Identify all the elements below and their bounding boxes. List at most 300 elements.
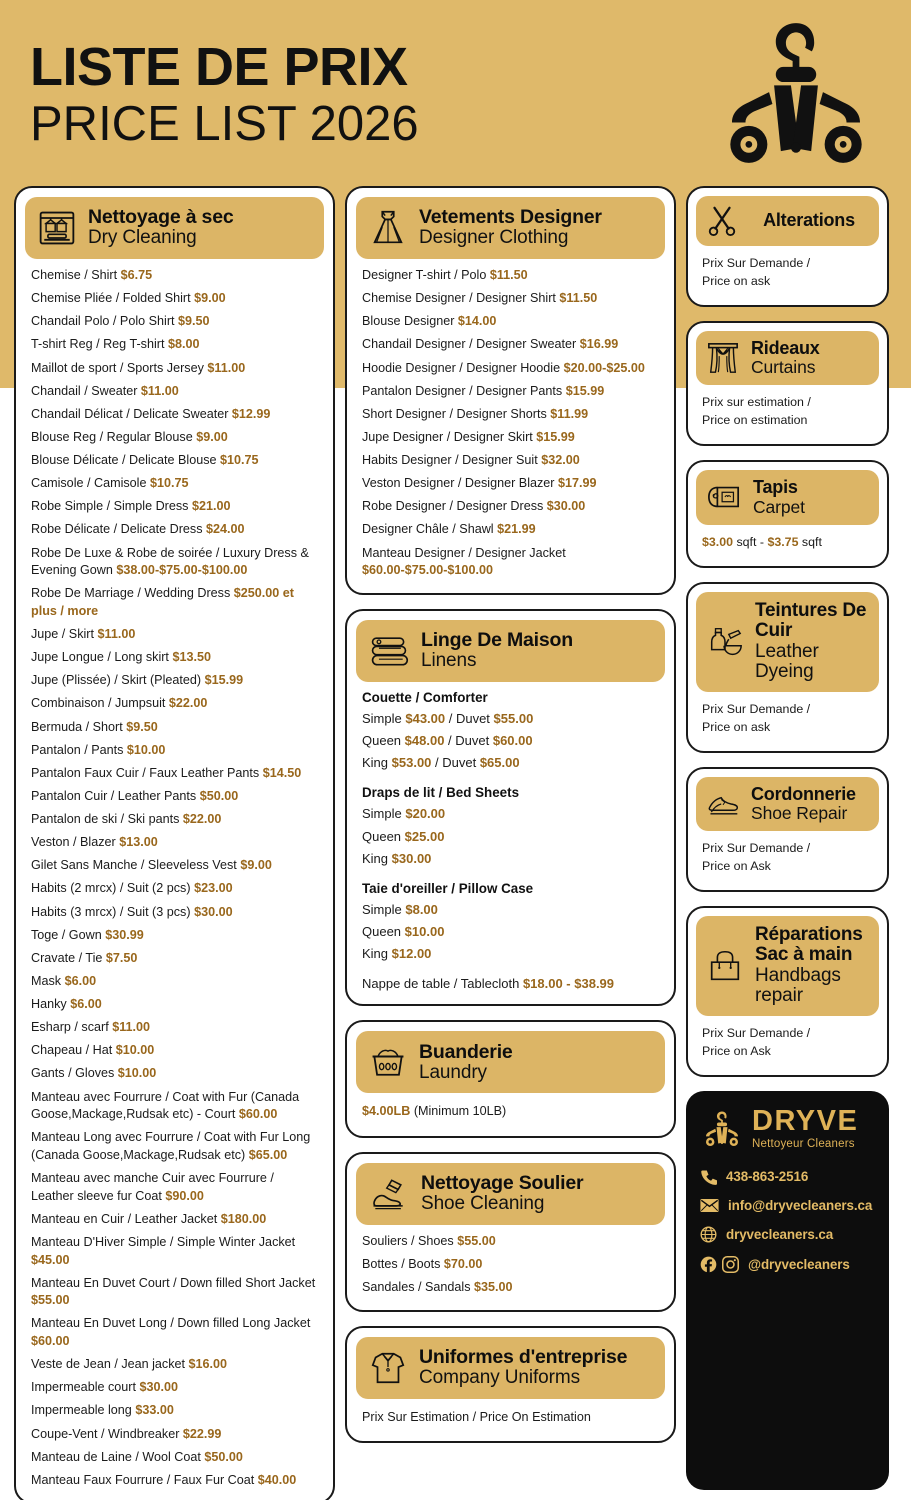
instagram-icon[interactable] (722, 1256, 739, 1273)
item-price: $32.00 (541, 453, 580, 467)
page-title-fr: LISTE DE PRIX (30, 37, 408, 98)
contact-phone: 438-863-2516 (726, 1169, 809, 1185)
carpet-unit-low: sqft - (733, 534, 768, 549)
card-title-curtains (751, 339, 820, 377)
linen-price-row (362, 732, 661, 750)
note-line-1: Prix sur estimation / (702, 395, 811, 410)
note-line-2: Price on estimation (702, 413, 808, 428)
item-label: Manteau en Cuir / Leather Jacket (31, 1211, 221, 1226)
item-price: $23.00 (194, 881, 233, 896)
item-label: Souliers / Shoes (362, 1233, 458, 1248)
note-line-1: Prix Sur Demande / (702, 256, 811, 270)
item-price: $13.00 (119, 835, 158, 850)
item-label: Maillot de sport / Sports Jersey (31, 360, 208, 375)
size-price: $25.00 (404, 828, 445, 844)
item-label: Habits (3 mrcx) / Suit (3 pcs) (31, 904, 195, 919)
card-title-linens (421, 630, 573, 672)
price-item-row (31, 383, 320, 401)
item-price: $6.00 (64, 973, 97, 988)
card-leather-dyeing (686, 582, 889, 753)
duvet-label: / Duvet (431, 755, 480, 771)
duvet-price: $65.00 (479, 755, 520, 771)
size-label: Queen (362, 732, 405, 748)
price-item-row (31, 475, 320, 493)
note-line-1: Prix Sur Demande / (702, 1025, 811, 1040)
title-en: Laundry (419, 1061, 487, 1083)
contact-card (686, 1091, 889, 1490)
price-item-row (31, 626, 320, 644)
contact-website-row[interactable] (700, 1226, 875, 1243)
linen-group-title: Draps de lit / Bed Sheets (362, 785, 520, 801)
price-item-row (31, 313, 320, 331)
item-price: $65.00 (248, 1147, 288, 1162)
size-price: $8.00 (405, 901, 438, 917)
price-item-row (31, 498, 320, 516)
facebook-icon[interactable] (700, 1256, 717, 1273)
item-label: Chapeau / Hat (31, 1043, 116, 1058)
title-fr: Uniformes d'entreprise (419, 1345, 628, 1368)
contact-email: info@dryvecleaners.ca (728, 1198, 873, 1214)
duvet-price: $60.00 (492, 732, 533, 748)
card-title-shoe-repair (751, 785, 856, 823)
title-en: Handbags repair (755, 964, 841, 1007)
item-label: Habits Designer / Designer Suit (362, 453, 542, 467)
item-label: Short Designer / Designer Shorts (362, 406, 551, 421)
item-label: Chandail Polo / Polo Shirt (31, 314, 179, 329)
item-price: $9.00 (196, 429, 228, 444)
item-label: Chemise Pliée / Folded Shirt (31, 291, 195, 306)
item-price: $15.99 (565, 383, 605, 398)
card-header-dry-cleaning (25, 197, 324, 259)
card-title-handbags (755, 925, 869, 1007)
item-label: Esharp / scarf (31, 1020, 113, 1035)
item-price: $30.00 (546, 499, 586, 514)
price-item-row (31, 834, 320, 852)
item-price: $60.00 (238, 1107, 278, 1122)
price-item-row (31, 996, 320, 1014)
price-item-row (31, 1315, 320, 1350)
item-price: $60.00-$75.00-$100.00 (362, 563, 493, 578)
price-item-row (362, 1256, 661, 1274)
page-title-en: PRICE LIST 2026 (30, 97, 419, 152)
card-shoe-repair (686, 767, 889, 892)
title-fr: Tapis (753, 477, 798, 498)
price-item-row (362, 545, 661, 580)
item-price: $38.00-$75.00-$100.00 (116, 563, 248, 578)
price-item-row (362, 521, 661, 539)
item-price: $12.99 (231, 406, 271, 421)
item-label: Chemise / Shirt (31, 268, 121, 282)
item-label: Robe Designer / Designer Dress (362, 499, 547, 514)
uniforms-note: Prix Sur Estimation / Price On Estimation (362, 1409, 591, 1424)
brand-name: DRYVE (752, 1104, 859, 1137)
dress-icon (368, 207, 408, 249)
size-label: Simple (362, 806, 406, 822)
item-price: $21.99 (497, 522, 536, 537)
linen-price-row (362, 805, 661, 823)
item-price: $24.00 (205, 522, 245, 537)
item-price: $11.00 (207, 360, 246, 375)
item-label: Gants / Gloves (31, 1066, 118, 1081)
item-label: Pantalon de ski / Ski pants (31, 812, 183, 826)
price-item-row (31, 521, 320, 539)
price-item-row (362, 452, 661, 470)
card-title-alterations (749, 211, 869, 230)
item-price: $10.75 (220, 453, 259, 467)
card-title-shoe-cleaning (421, 1173, 583, 1215)
title-fr: Alterations (763, 210, 855, 231)
item-label: Chemise Designer / Designer Shirt (362, 291, 560, 306)
item-label: Manteau Faux Fourrure / Faux Fur Coat (31, 1472, 258, 1487)
size-price: $53.00 (391, 755, 432, 771)
carpet-roll-icon (706, 480, 742, 514)
size-price: $10.00 (404, 924, 445, 940)
shoe-repair-note (696, 831, 879, 882)
item-price: $45.00 (31, 1252, 70, 1267)
price-item-row (31, 857, 320, 875)
item-label: Robe De Marriage / Wedding Dress (31, 586, 234, 601)
item-price: $30.00 (194, 904, 233, 919)
curtains-note (696, 385, 879, 436)
linen-price-row (362, 828, 661, 846)
item-price: $11.50 (489, 268, 528, 282)
size-label: Queen (362, 828, 405, 844)
item-price: $20.00-$25.00 (563, 360, 645, 375)
card-laundry (345, 1020, 676, 1137)
item-price: $14.50 (262, 765, 302, 780)
dress-shoes-icon (706, 789, 740, 819)
title-fr: Nettoyage Soulier (421, 1171, 584, 1194)
card-header-laundry (356, 1031, 665, 1093)
linens-content (356, 682, 665, 996)
item-price: $9.50 (178, 314, 210, 329)
brand-tagline: Nettoyeur Cleaners (752, 1137, 855, 1150)
item-label: Hanky (31, 997, 71, 1011)
item-label: Veste de Jean / Jean jacket (31, 1357, 189, 1372)
social-icon-group (700, 1256, 739, 1273)
title-en: Company Uniforms (419, 1366, 581, 1388)
folded-towels-icon (368, 632, 410, 670)
item-price: $9.50 (126, 719, 158, 734)
item-label: Blouse Reg / Regular Blouse (31, 429, 197, 444)
price-item-row (362, 1279, 661, 1297)
title-fr: Linge De Maison (421, 628, 573, 651)
item-label: Pantalon Designer / Designer Pants (362, 383, 566, 398)
price-item-row (31, 649, 320, 667)
item-label: Manteau Designer / Designer Jacket (362, 545, 566, 560)
price-item-row (31, 1234, 320, 1269)
price-item-row (362, 290, 661, 308)
note-line-2: Price on ask (702, 273, 771, 288)
carpet-unit-high: sqft (798, 534, 822, 549)
linen-price-row (362, 754, 661, 772)
title-en: Curtains (751, 357, 816, 378)
item-price: $9.00 (194, 291, 226, 306)
carpet-price-note (696, 525, 879, 558)
handbags-note (696, 1016, 879, 1067)
price-item-row (31, 1211, 320, 1229)
title-fr: Nettoyage à sec (88, 206, 234, 229)
price-item-row (31, 406, 320, 424)
column-middle (345, 186, 676, 1490)
item-label: T-shirt Reg / Reg T-shirt (31, 337, 168, 352)
price-item-row (31, 904, 320, 922)
item-price: $55.00 (457, 1233, 496, 1248)
card-handbags (686, 906, 889, 1077)
polo-shirt-icon (368, 1348, 408, 1388)
contact-email-row[interactable] (700, 1198, 875, 1213)
item-price: $11.99 (550, 406, 589, 421)
card-header-leather-dyeing (696, 592, 879, 692)
curtains-icon (706, 340, 740, 376)
item-label: Veston Designer / Designer Blazer (362, 476, 559, 491)
item-label: Manteau D'Hiver Simple / Simple Winter Jacket (31, 1234, 296, 1249)
title-en: Shoe Repair (751, 802, 848, 823)
price-item-row (362, 360, 661, 378)
note-line-2: Price on ask (702, 719, 771, 734)
price-item-row (31, 1129, 320, 1164)
size-price: $30.00 (391, 850, 432, 866)
item-price: $22.00 (168, 696, 208, 711)
linen-group (362, 881, 661, 964)
item-price: $33.00 (135, 1403, 174, 1418)
item-price: $17.99 (558, 476, 597, 491)
shoe-brush-icon (368, 1175, 410, 1213)
item-label: Veston / Blazer (31, 835, 120, 850)
item-price: $10.00 (126, 742, 166, 757)
item-price: $90.00 (165, 1188, 204, 1203)
size-price: $48.00 (404, 732, 445, 748)
price-item-row (31, 695, 320, 713)
header-titles (30, 34, 419, 152)
tablecloth-label: Nappe de table / Tablecloth (362, 976, 523, 992)
shoe-cleaning-item-list (356, 1225, 665, 1301)
price-item-row (362, 1233, 661, 1251)
tablecloth-row (362, 976, 661, 991)
size-label: Simple (362, 710, 406, 726)
card-shoe-cleaning (345, 1152, 676, 1312)
item-label: Jupe (Plissée) / Skirt (Pleated) (31, 673, 205, 688)
item-label: Manteau En Duvet Court / Down filled Short Jacket (31, 1275, 316, 1290)
item-label: Habits (2 mrcx) / Suit (2 pcs) (31, 881, 195, 896)
content-columns (0, 186, 911, 1500)
duvet-price: $55.00 (493, 710, 534, 726)
item-price: $55.00 (31, 1293, 70, 1308)
item-label: Blouse Délicate / Delicate Blouse (31, 453, 221, 467)
note-line-1: Prix Sur Demande / (702, 701, 811, 716)
title-fr: Cordonnerie (751, 783, 856, 804)
item-price: $6.00 (70, 997, 102, 1011)
price-item-row (31, 360, 320, 378)
price-item-row (31, 1449, 320, 1467)
size-label: King (362, 850, 392, 866)
item-price: $15.99 (536, 429, 575, 444)
price-item-row (362, 267, 661, 285)
item-label: Blouse Designer (362, 314, 458, 329)
item-price: $21.00 (191, 499, 231, 514)
card-header-designer (356, 197, 665, 259)
title-fr: Rideaux (751, 337, 820, 358)
item-price: $10.00 (115, 1043, 155, 1058)
card-header-handbags (696, 916, 879, 1016)
title-en: Leather Dyeing (755, 640, 819, 683)
note-line-2: Price on Ask (702, 858, 771, 873)
item-label: Impermeable court (31, 1380, 140, 1395)
price-item-row (31, 927, 320, 945)
note-line-2: Price on Ask (702, 1043, 771, 1058)
title-fr: Réparations Sac à main (755, 923, 863, 966)
card-header-curtains (696, 331, 879, 385)
item-price: $10.75 (149, 476, 189, 491)
item-price: $11.00 (112, 1020, 151, 1035)
contact-social: @dryvecleaners (748, 1257, 850, 1273)
item-price: $8.00 (167, 337, 200, 352)
note-line-1: Prix Sur Demande / (702, 840, 811, 855)
item-price: $50.00 (199, 788, 239, 803)
leather-dyeing-note (696, 692, 879, 743)
item-label: Robe Délicate / Delicate Dress (31, 522, 206, 537)
item-label: Manteau avec manche Cuir avec Fourrure / Leather sleeve fur Coat (31, 1171, 274, 1203)
price-item-row (362, 406, 661, 424)
card-header-uniforms (356, 1337, 665, 1399)
price-item-row (31, 811, 320, 829)
tablecloth-price: $18.00 - $38.99 (522, 976, 615, 992)
price-item-row (31, 1275, 320, 1310)
card-title-carpet (753, 478, 805, 516)
contact-website: dryvecleaners.ca (726, 1227, 834, 1243)
column-left (14, 186, 335, 1490)
linen-price-row (362, 923, 661, 941)
card-header-shoe-cleaning (356, 1163, 665, 1225)
item-price: $35.00 (474, 1279, 513, 1294)
price-item-row (362, 475, 661, 493)
dry-cleaning-item-list (25, 259, 324, 1493)
column-right (686, 186, 889, 1490)
designer-item-list (356, 259, 665, 584)
item-label: Hoodie Designer / Designer Hoodie (362, 360, 564, 375)
card-header-linens (356, 620, 665, 682)
linen-group-title: Taie d'oreiller / Pillow Case (362, 880, 534, 896)
laundry-minimum: (Minimum 10LB) (413, 1104, 507, 1119)
price-item-row (31, 267, 320, 285)
item-label: Mask (31, 973, 65, 988)
brand-row (700, 1104, 875, 1151)
contact-social-row[interactable] (700, 1256, 875, 1273)
price-item-row (31, 1042, 320, 1060)
item-label: Sandales / Sandals (362, 1279, 475, 1294)
carpet-price-high: $3.75 (767, 534, 799, 549)
item-label: Camisole / Camisole (31, 476, 150, 491)
card-header-alterations (696, 196, 879, 246)
price-item-row (362, 313, 661, 331)
price-item-row (31, 1356, 320, 1374)
item-price: $6.75 (120, 268, 153, 282)
price-item-row (31, 672, 320, 690)
item-label: Designer T-shirt / Polo (362, 268, 490, 282)
price-item-row (31, 1402, 320, 1420)
item-label: Robe De Luxe & Robe de soirée / Luxury Dress & Evening Gown (31, 545, 309, 578)
item-price: $10.00 (117, 1066, 157, 1081)
item-price: $14.00 (457, 314, 497, 329)
item-label: Chandail Designer / Designer Sweater (362, 337, 580, 352)
handbag-icon (706, 947, 744, 985)
title-fr: Teintures De Cuir (755, 599, 867, 642)
item-price: $16.00 (188, 1357, 228, 1372)
linen-price-row (362, 945, 661, 963)
contact-phone-row[interactable] (700, 1168, 875, 1185)
price-item-row (31, 950, 320, 968)
size-label: Simple (362, 901, 406, 917)
price-item-row (31, 719, 320, 737)
item-price: $40.00 (257, 1472, 297, 1487)
item-price: $30.00 (139, 1380, 179, 1395)
item-label: Chandail Délicat / Delicate Sweater (31, 406, 232, 421)
linen-price-row (362, 710, 661, 728)
card-header-carpet (696, 470, 879, 524)
item-price: $30.99 (105, 927, 144, 942)
price-item-row (31, 742, 320, 760)
item-price: $60.00 (31, 1334, 70, 1348)
item-label: Designer Châle / Shawl (362, 522, 498, 537)
card-title-leather-dyeing (755, 601, 869, 683)
hanger-car-logo-icon (700, 1109, 744, 1149)
card-alterations (686, 186, 889, 307)
laundry-price-note (356, 1093, 665, 1126)
item-label: Manteau Long avec Fourrure / Coat with Fur Long (Canada Goose,Mackage,Rudsak etc) (31, 1130, 311, 1162)
card-title-uniforms (419, 1347, 627, 1389)
price-item-row (31, 1089, 320, 1124)
linen-price-row (362, 850, 661, 868)
size-price: $43.00 (405, 710, 446, 726)
price-item-row (31, 1472, 320, 1490)
price-item-row (362, 383, 661, 401)
price-item-row (362, 498, 661, 516)
item-label: Manteau avec Fourrure / Coat with Fur (Canada Goose,Mackage,Rudsak etc) - Court (31, 1089, 300, 1122)
card-carpet (686, 460, 889, 567)
card-curtains (686, 321, 889, 446)
item-label: Impermeable long (31, 1403, 136, 1418)
size-label: King (362, 755, 392, 771)
price-item-row (31, 452, 320, 470)
page-header (0, 0, 911, 186)
item-label: Coupe-Vent / Windbreaker (31, 1426, 183, 1441)
card-dry-cleaning (14, 186, 335, 1500)
price-item-row (31, 1426, 320, 1444)
item-price: $16.99 (579, 337, 619, 352)
title-en: Dry Cleaning (88, 227, 197, 249)
linen-group (362, 785, 661, 868)
scissors-icon (706, 204, 738, 238)
alterations-note (696, 246, 879, 297)
size-price: $12.00 (391, 946, 432, 962)
item-price: $9.00 (240, 858, 272, 873)
carpet-price-low: $3.00 (702, 534, 734, 549)
title-en: Shoe Cleaning (421, 1192, 545, 1214)
drying-rack-icon (37, 208, 77, 248)
title-fr: Buanderie (419, 1040, 513, 1063)
price-item-row (362, 429, 661, 447)
price-item-row (31, 429, 320, 447)
price-item-row (31, 1170, 320, 1205)
item-price: $11.50 (559, 291, 598, 306)
price-item-row (31, 585, 320, 620)
dye-bottle-icon (706, 623, 744, 661)
linen-price-row (362, 901, 661, 919)
card-title-dry-cleaning (88, 207, 234, 249)
title-en: Designer Clothing (419, 227, 569, 249)
item-price: $11.00 (140, 383, 179, 398)
size-label: King (362, 946, 392, 962)
